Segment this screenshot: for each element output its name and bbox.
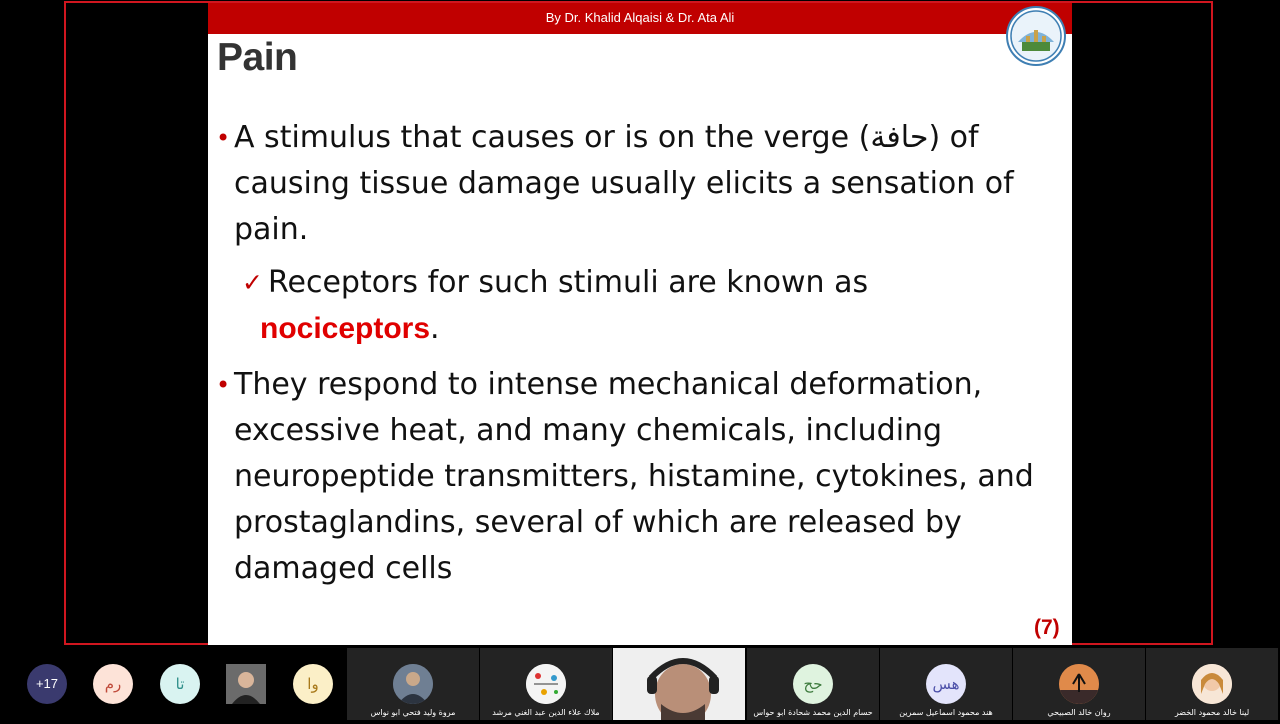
bullet-1-line-3: pain.	[234, 212, 309, 247]
bullet-1	[216, 115, 1070, 253]
avatar-photo-icon	[393, 664, 433, 704]
participant-name: هند محمود اسماعيل سمرين	[899, 708, 993, 717]
participant-tile[interactable]	[1013, 648, 1145, 720]
sub-bullet-line-1: Receptors for such stimuli are known as	[268, 265, 869, 300]
bullet-2-line-1: They respond to intense mechanical deformation,	[234, 367, 983, 402]
bullet-dot-icon: •	[216, 371, 231, 399]
avatar-cartoon-icon	[1192, 664, 1232, 704]
participant-tile[interactable]	[1146, 648, 1278, 720]
participant-initials: حح	[793, 664, 833, 704]
bullet-2-line-3: neuropeptide transmitters, histamine, cytokines, and	[234, 459, 1034, 494]
active-speaker-tile[interactable]	[613, 648, 745, 720]
participant-tile[interactable]	[480, 648, 612, 720]
participant-tile[interactable]	[747, 648, 879, 720]
university-logo	[1006, 6, 1066, 66]
bullet-2-line-2: excessive heat, and many chemicals, including	[234, 413, 943, 448]
nociceptors-term: nociceptors	[260, 312, 431, 345]
university-logo-icon	[1008, 8, 1064, 64]
sub-bullet-line-2	[242, 306, 1042, 352]
person-photo-icon	[226, 664, 266, 704]
more-participants-button[interactable]: +17	[27, 664, 67, 704]
participant-initials: هس	[926, 664, 966, 704]
participant-mini-avatar[interactable]: رم	[93, 664, 133, 704]
participant-name: ملاك علاء الدين عبد الغني مرشد	[492, 708, 600, 717]
speaker-video-icon	[613, 648, 745, 720]
participant-name: لينا خالد محمود الخضر	[1174, 708, 1250, 717]
sub-bullet-1	[242, 260, 1042, 352]
bullet-2-line-5: damaged cells	[234, 551, 453, 586]
presentation-slide	[208, 3, 1072, 645]
participant-name: روان خالد الصبيحي	[1047, 708, 1111, 717]
participant-name: حسام الدين محمد شحادة ابو حواس	[753, 708, 873, 717]
participant-tile[interactable]	[347, 648, 479, 720]
checkmark-icon: ✓	[242, 268, 263, 297]
bullet-1-line-1: A stimulus that causes or is on the verge (حافة) of	[234, 120, 979, 155]
slide-number: (7)	[1034, 616, 1060, 639]
participant-tile[interactable]	[880, 648, 1012, 720]
slide-title: Pain	[217, 36, 298, 79]
participant-name: مروة وليد فتحي ابو نواس	[370, 708, 456, 717]
bullet-2	[216, 362, 1070, 592]
bullet-2-line-4: prostaglandins, several of which are released by	[234, 505, 962, 540]
participant-mini-avatar-photo[interactable]	[226, 664, 266, 704]
bullet-1-line-2: causing tissue damage usually elicits a sensation of	[234, 166, 1014, 201]
sub-bullet-period: .	[430, 311, 440, 346]
avatar-doodle-icon	[526, 664, 566, 704]
avatar-sunset-icon	[1059, 664, 1099, 704]
participant-mini-avatar[interactable]: وا	[293, 664, 333, 704]
bullet-dot-icon: •	[216, 124, 231, 152]
slide-author: By Dr. Khalid Alqaisi & Dr. Ata Ali	[545, 10, 735, 25]
participant-mini-avatar[interactable]: تا	[160, 664, 200, 704]
